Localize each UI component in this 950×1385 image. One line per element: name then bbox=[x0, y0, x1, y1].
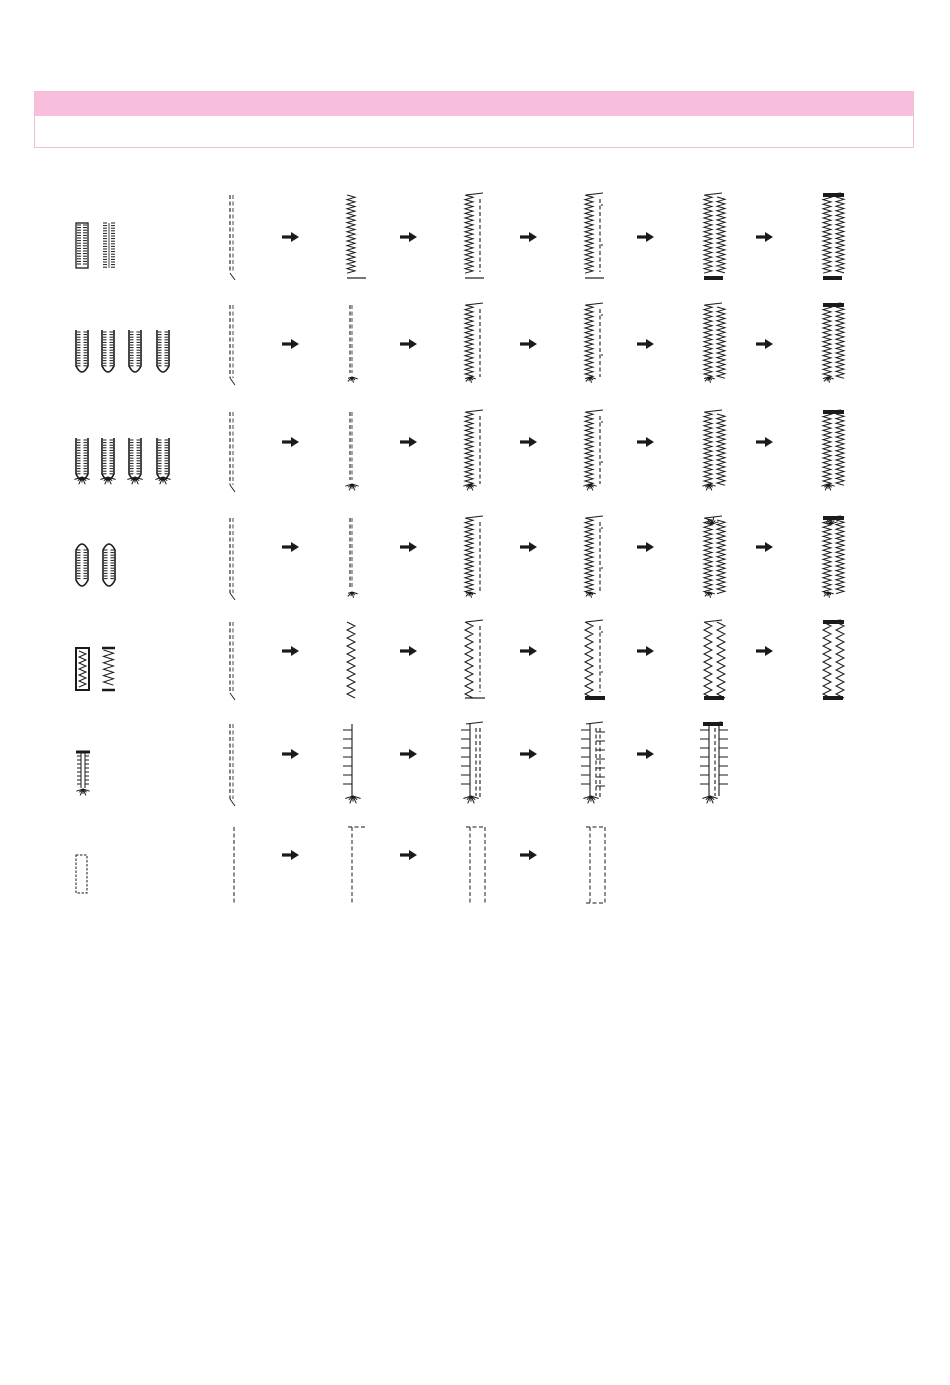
right-arrow-icon bbox=[637, 749, 654, 759]
stitch-step bbox=[465, 193, 484, 279]
stitch-step bbox=[465, 303, 483, 383]
pattern-icons bbox=[76, 751, 90, 796]
buttonhole-pattern-icon bbox=[103, 223, 115, 268]
pattern-icons bbox=[76, 544, 115, 586]
right-arrow-icon bbox=[756, 646, 773, 656]
stitch-step bbox=[704, 620, 725, 700]
stitch-step bbox=[823, 193, 844, 280]
stitch-step bbox=[581, 722, 605, 803]
buttonhole-pattern-icon bbox=[76, 544, 88, 586]
stitch-step bbox=[823, 620, 844, 700]
buttonhole-pattern-icon bbox=[103, 544, 115, 586]
right-arrow-icon bbox=[282, 542, 299, 552]
pattern-icons bbox=[76, 647, 115, 692]
buttonhole-pattern-icon bbox=[76, 223, 88, 268]
stitch-step bbox=[823, 303, 844, 383]
stitch-steps bbox=[230, 410, 844, 492]
buttonhole-pattern-icon bbox=[102, 330, 114, 372]
right-arrow-icon bbox=[282, 749, 299, 759]
pattern-icons bbox=[76, 223, 115, 268]
stitch-step bbox=[463, 410, 483, 490]
stitch-step bbox=[343, 724, 361, 803]
stitch-step bbox=[466, 827, 485, 903]
stitch-step bbox=[704, 303, 725, 383]
stitch-row-heirloom bbox=[76, 722, 728, 806]
buttonhole-pattern-icon bbox=[100, 438, 115, 484]
stitch-step bbox=[821, 410, 844, 490]
stitch-row-square-end bbox=[76, 193, 844, 280]
stitch-step bbox=[700, 722, 728, 803]
buttonhole-pattern-icon bbox=[76, 855, 87, 893]
stitch-row-keyhole bbox=[74, 410, 844, 492]
stitch-step bbox=[347, 622, 355, 698]
right-arrow-icon bbox=[400, 339, 417, 349]
stitch-step bbox=[230, 305, 235, 385]
pattern-icons bbox=[76, 330, 169, 372]
right-arrow-icon bbox=[520, 646, 537, 656]
stitch-steps bbox=[234, 827, 605, 903]
right-arrow-icon bbox=[400, 232, 417, 242]
stitch-step bbox=[347, 195, 366, 279]
stitch-step bbox=[583, 410, 603, 490]
stitch-step bbox=[230, 724, 235, 806]
buttonhole-pattern-icon bbox=[76, 330, 88, 372]
right-arrow-icon bbox=[400, 437, 417, 447]
stitch-step bbox=[348, 305, 358, 383]
right-arrow-icon bbox=[756, 542, 773, 552]
stitch-step bbox=[702, 410, 725, 490]
right-arrow-icon bbox=[520, 850, 537, 860]
stitch-step bbox=[348, 827, 365, 903]
stitch-step bbox=[230, 412, 235, 492]
right-arrow-icon bbox=[756, 232, 773, 242]
stitch-steps bbox=[230, 193, 844, 280]
stitch-step bbox=[823, 516, 844, 598]
buttonhole-pattern-icon bbox=[74, 438, 89, 484]
stitch-steps bbox=[230, 620, 844, 700]
stitch-steps bbox=[230, 722, 728, 806]
stitch-step bbox=[345, 412, 358, 490]
stitch-step bbox=[585, 516, 603, 598]
right-arrow-icon bbox=[520, 437, 537, 447]
stitch-step bbox=[465, 620, 485, 699]
stitch-row-round-end bbox=[76, 303, 844, 385]
buttonhole-pattern-icon bbox=[76, 751, 90, 796]
buttonhole-pattern-icon bbox=[155, 438, 170, 484]
stitch-step bbox=[585, 620, 605, 700]
stitch-row-stretch bbox=[76, 620, 844, 700]
pattern-icons bbox=[76, 855, 87, 893]
stitch-row-double-round bbox=[76, 516, 844, 600]
right-arrow-icon bbox=[520, 749, 537, 759]
stitch-step bbox=[230, 622, 235, 700]
buttonhole-pattern-icon bbox=[127, 438, 142, 484]
pattern-icons bbox=[74, 438, 170, 484]
right-arrow-icon bbox=[637, 232, 654, 242]
right-arrow-icon bbox=[520, 339, 537, 349]
stitch-step bbox=[230, 518, 235, 600]
buttonhole-pattern-icon bbox=[129, 330, 141, 372]
right-arrow-icon bbox=[520, 542, 537, 552]
right-arrow-icon bbox=[282, 339, 299, 349]
buttonhole-pattern-icon bbox=[102, 647, 115, 692]
right-arrow-icon bbox=[400, 749, 417, 759]
stitch-step bbox=[585, 303, 603, 383]
right-arrow-icon bbox=[637, 339, 654, 349]
right-arrow-icon bbox=[637, 437, 654, 447]
right-arrow-icon bbox=[520, 232, 537, 242]
stitch-step bbox=[461, 722, 483, 803]
buttonhole-pattern-icon bbox=[157, 330, 169, 372]
right-arrow-icon bbox=[637, 646, 654, 656]
right-arrow-icon bbox=[282, 850, 299, 860]
stitch-step bbox=[704, 193, 725, 280]
right-arrow-icon bbox=[756, 339, 773, 349]
stitch-step bbox=[586, 827, 605, 903]
stitch-steps bbox=[230, 516, 844, 600]
right-arrow-icon bbox=[756, 437, 773, 447]
right-arrow-icon bbox=[282, 232, 299, 242]
right-arrow-icon bbox=[282, 646, 299, 656]
right-arrow-icon bbox=[637, 542, 654, 552]
right-arrow-icon bbox=[400, 646, 417, 656]
buttonhole-pattern-icon bbox=[76, 648, 89, 690]
stitch-step bbox=[704, 516, 725, 598]
stitch-row-bound bbox=[76, 827, 605, 903]
right-arrow-icon bbox=[400, 850, 417, 860]
stitch-step bbox=[465, 516, 483, 598]
stitch-step bbox=[230, 195, 235, 280]
right-arrow-icon bbox=[282, 437, 299, 447]
right-arrow-icon bbox=[400, 542, 417, 552]
stitch-step bbox=[585, 193, 604, 279]
stitch-step bbox=[348, 518, 358, 598]
